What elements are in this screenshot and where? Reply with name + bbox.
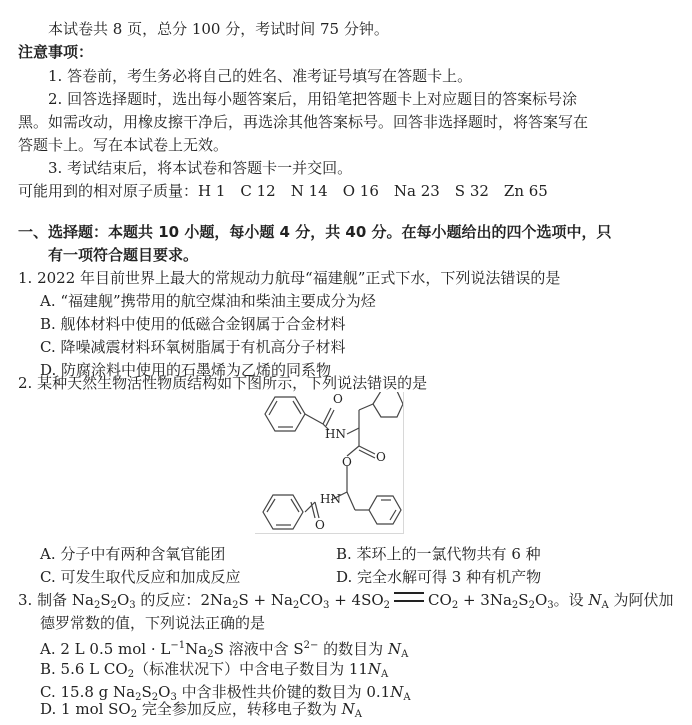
question-2-option-c: C. 可发生取代反应和加成反应	[40, 568, 241, 586]
molecule-figure	[255, 392, 404, 534]
atom-o-3: O	[342, 455, 352, 469]
q3a-prefix: A. 2 L 0.5 mol · L	[40, 640, 171, 658]
q3a-suffix: 的数目为	[318, 640, 388, 658]
na-sub: A	[403, 692, 411, 703]
notice-3: 3. 考试结束后，将本试卷和答题卡一并交回。	[48, 159, 353, 177]
section-title: 一、选择题：本题共 10 小题，每小题 4 分，共 40 分。在每小题给出的四个选项中，只	[18, 223, 612, 241]
q3a-mid2: S 溶液中含 S	[213, 640, 304, 658]
q3d-suffix: 完全参加反应，转移电子数为	[137, 700, 342, 718]
atom-o-4: O	[315, 518, 325, 532]
question-2-option-b: B. 苯环上的一氯代物共有 6 种	[336, 545, 541, 563]
notice-2-cont: 黑。如需改动，用橡皮擦干净后，再选涂其他答案标号。回答非选择题时，将答案写在	[18, 113, 589, 131]
section-title-cont: 有一项符合题目要求。	[48, 246, 199, 264]
q3b-suffix: （标准状况下）中含电子数目为 11	[134, 660, 368, 678]
atom-hn-1: HN	[325, 427, 346, 441]
equals-sign-icon	[394, 592, 424, 602]
question-1-option-a: A. “福建舰”携带用的航空煤油和柴油主要成分为烃	[40, 292, 376, 310]
question-3-option-b: B. 5.6 L $CO_2$（标准状况下）中含电子数目为 $11N_A$	[40, 660, 389, 680]
atom-hn-2: HN	[320, 492, 341, 506]
question-2-stem: 2. 某种天然生物活性物质结构如下图所示，下列说法错误的是	[18, 374, 428, 392]
q3-end: 为阿伏加	[608, 591, 674, 609]
question-1-option-b: B. 舰体材料中使用的低磁合金钢属于合金材料	[40, 315, 346, 333]
q3a-ion: 2−	[303, 640, 319, 651]
q3c-prefix: C. 15.8 g Na	[40, 683, 136, 701]
question-3-option-d: D. 1 mol $SO_2$ 完全参加反应，转移电子数为 $N_A$	[40, 700, 363, 720]
q3-prefix: 3. 制备	[18, 591, 72, 609]
atom-o-2: O	[376, 450, 386, 464]
na-symbol: N	[367, 660, 382, 678]
q3a-mid: Na	[185, 640, 208, 658]
na-symbol: N	[390, 683, 404, 701]
q3-mid: 的反应：	[135, 591, 201, 609]
q3a-sup: −1	[170, 640, 186, 651]
na-sub: A	[354, 709, 363, 720]
q3b-prefix: B. 5.6 L CO	[40, 660, 128, 678]
notice-2-cont2: 答题卡上。写在本试卷上无效。	[18, 136, 229, 154]
question-2-option-d: D. 完全水解可得 3 种有机产物	[336, 568, 542, 586]
na-symbol: N	[341, 700, 355, 718]
question-3-option-c: C. 15.8 g $Na_2S_2O_3$ 中含非极性共价键的数目为 $0.1N_A$	[40, 683, 411, 703]
question-1-option-c: C. 降噪减震材料环氧树脂属于有机高分子材料	[40, 338, 346, 356]
atom-o-1: O	[333, 392, 343, 406]
question-2-option-a: A. 分子中有两种含氧官能团	[40, 545, 226, 563]
notice-1: 1. 答卷前，考生务必将自己的姓名、准考证号填写在答题卡上。	[48, 67, 473, 85]
notice-2: 2. 回答选择题时，选出每小题答案后，用铅笔把答题卡上对应题目的答案标号涂	[48, 90, 578, 108]
atomic-masses: 可能用到的相对原子质量：H 1 C 12 N 14 O 16 Na 23 S 32 Zn 65	[18, 182, 548, 200]
exam-intro: 本试卷共 8 页，总分 100 分，考试时间 75 分钟。	[48, 20, 389, 38]
q3-suffix: 。设	[553, 591, 589, 609]
na-symbol: N	[588, 591, 602, 609]
question-3-stem-cont: 德罗常数的值，下列说法正确的是	[40, 614, 266, 632]
q3c-suffix: 中含非极性共价键的数目为 0.1	[176, 683, 391, 701]
na-symbol: N	[387, 640, 402, 658]
question-3-option-a: A. 2 L 0.5 mol · $L^{-1}Na_2S$ 溶液中含 $S^{2-}$ 的数目为 $N_A$	[40, 640, 409, 660]
notice-title: 注意事项：	[18, 43, 94, 61]
question-1-stem: 1. 2022 年目前世界上最大的常规动力航母“福建舰”正式下水，下列说法错误的是	[18, 269, 561, 287]
na-sub: A	[401, 649, 409, 660]
na-sub: A	[381, 669, 389, 680]
question-1-option-d: D. 防腐涂料中使用的石墨烯为乙烯的同系物	[40, 361, 332, 379]
na-sub: A	[601, 600, 609, 611]
q3d-prefix: D. 1 mol SO	[40, 700, 131, 718]
question-3-stem: 3. 制备 $Na_2S_2O_3$ 的反应：$2Na_2S + Na_2CO_3 + 4SO_2$ $CO_2 + 3Na_2S_2O_3$。设 $N_A$ 为阿伏加	[18, 591, 674, 611]
